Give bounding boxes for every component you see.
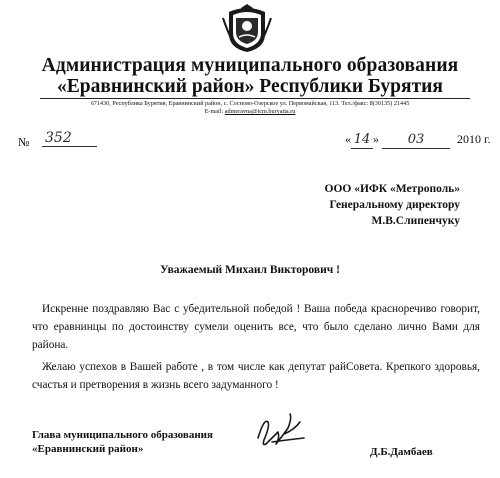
postal-address: 671430, Республика Бурятия, Еравнинский район, с. Сосново-Озерское ул. Первомайская, 113. Тел./факс: 8(30135) 21445: [90, 100, 410, 107]
organization-title-line1: Администрация муниципального образования: [41, 55, 459, 76]
recipient-company: ООО «ИФК «Метрополь»: [324, 183, 460, 195]
signer-title-line2: «Еравнинский район»: [32, 443, 144, 455]
recipient-name: М.В.Слипенчуку: [371, 215, 460, 227]
date-close-quote: »: [373, 132, 379, 146]
signer-title: [32, 428, 213, 456]
body-paragraph-2: Желаю успехов в Вашей работе , в том числе как депутат райСовета. Крепкого здоровья, счастья и претворения в жизнь всего задуманного !: [32, 361, 480, 391]
header-divider: [40, 98, 470, 99]
date-open-quote: «: [345, 132, 351, 146]
signer-name: Д.Б.Дамбаев: [370, 446, 433, 458]
date-month: 03: [382, 132, 450, 149]
body-paragraph-1: Искренне поздравляю Вас с убедительной победой ! Ваша победа красноречиво говорит, что еравнинцы по достоинству сумели оценить все, что было сделано лично Вами для района.: [32, 303, 480, 351]
letter-date: [345, 131, 491, 149]
coat-of-arms-emblem-icon: [221, 4, 273, 54]
organization-title-line2: «Еравнинский район» Республики Бурятия: [57, 76, 443, 97]
email-link[interactable]: admeravna@icm.buryatia.ru: [224, 108, 296, 115]
recipient-block: [325, 181, 461, 229]
date-year: 2010 г.: [457, 132, 491, 146]
reference-number-value: 352: [42, 130, 97, 147]
contact-address: [0, 100, 500, 116]
salutation: Уважаемый Михаил Викторович !: [160, 264, 340, 276]
signer-title-line1: Глава муниципального образования: [32, 429, 213, 441]
email-label: E-mail:: [204, 108, 224, 115]
reference-number-label: №: [18, 135, 30, 149]
handwritten-signature-icon: [250, 408, 310, 453]
letter-body: [32, 300, 480, 398]
date-day: 14: [351, 132, 373, 149]
recipient-position: Генеральному директору: [329, 199, 460, 211]
